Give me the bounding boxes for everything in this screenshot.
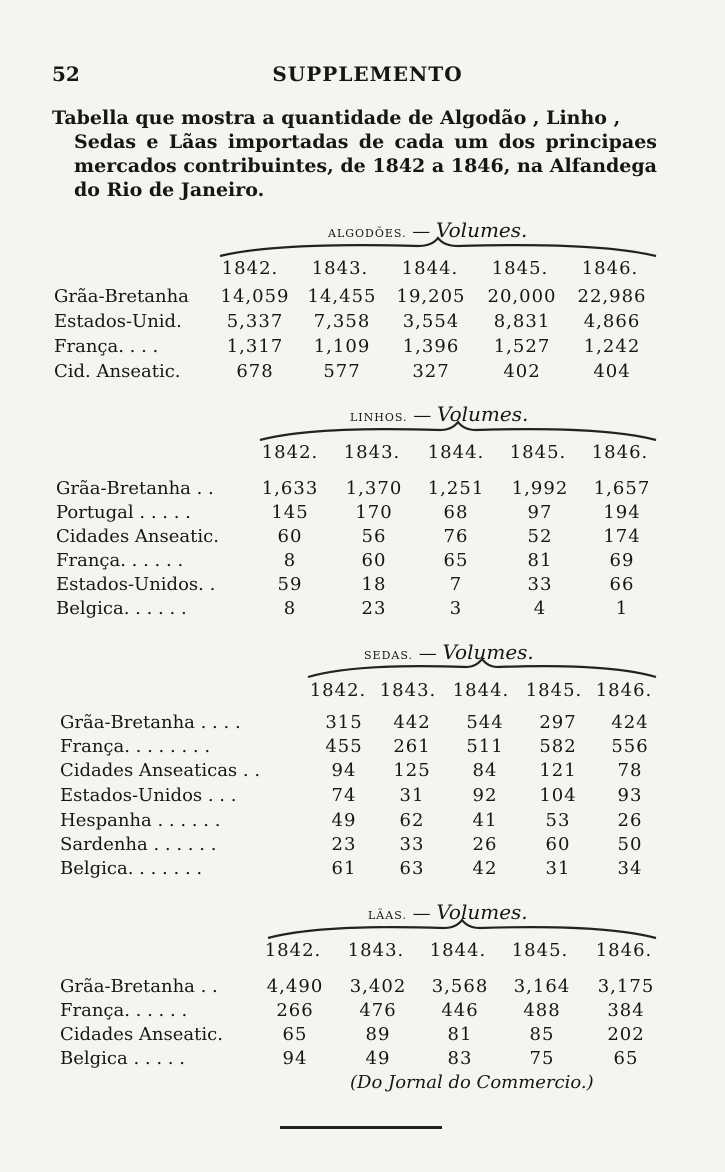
- cell-value: 74: [331, 785, 357, 806]
- row-label: Cidades Anseaticas . .: [60, 760, 261, 781]
- cell-value: 69: [609, 550, 635, 571]
- row-label: Cidades Anseatic.: [60, 1024, 223, 1045]
- cell-value: 84: [472, 760, 498, 781]
- cell-value: 22,986: [577, 286, 647, 307]
- cell-value: 3,568: [431, 976, 489, 997]
- cell-value: 49: [365, 1048, 391, 1069]
- cell-value: 4,490: [266, 976, 324, 997]
- cell-value: 476: [359, 1000, 397, 1021]
- table-row: [0, 1048, 725, 1072]
- cell-value: 174: [603, 526, 641, 547]
- cell-value: 33: [527, 574, 553, 595]
- section-unit: Volumes.: [437, 402, 529, 426]
- row-label: Belgica . . . . .: [60, 1048, 185, 1069]
- cell-value: 65: [443, 550, 469, 571]
- row-label: Sardenha . . . . . .: [60, 834, 217, 855]
- cell-value: 14,455: [307, 286, 377, 307]
- row-label: Estados-Unid.: [54, 311, 182, 332]
- cell-value: 42: [472, 858, 498, 879]
- cell-value: 81: [447, 1024, 473, 1045]
- cell-value: 52: [527, 526, 553, 547]
- year-header: 1843.: [379, 680, 437, 701]
- row-label: Belgica. . . . . . .: [60, 858, 203, 879]
- cell-value: 402: [503, 361, 541, 382]
- cell-value: 63: [399, 858, 425, 879]
- caption-first-line: Tabella que mostra a quantidade de Algodão , Linho ,: [52, 107, 621, 129]
- cell-value: 1,992: [511, 478, 569, 499]
- section-name: ALGODÕES.: [328, 227, 407, 240]
- row-label: Grãa-Bretanha: [54, 286, 189, 307]
- year-header: 1843.: [343, 442, 401, 463]
- row-label: Grãa-Bretanha . .: [60, 976, 218, 997]
- cell-value: 49: [331, 810, 357, 831]
- cell-value: 20,000: [487, 286, 557, 307]
- section-unit: Volumes.: [442, 640, 534, 664]
- table-row: [0, 574, 725, 598]
- cell-value: 76: [443, 526, 469, 547]
- table-caption: [52, 106, 657, 202]
- row-label: França. . . . . .: [56, 550, 184, 571]
- cell-value: 327: [412, 361, 450, 382]
- brace-decoration: [218, 236, 658, 258]
- table-row: [0, 361, 725, 385]
- cell-value: 26: [617, 810, 643, 831]
- cell-value: 8: [283, 550, 297, 571]
- cell-value: 104: [539, 785, 577, 806]
- cell-value: 7: [449, 574, 463, 595]
- table-row: [0, 598, 725, 622]
- year-header-row: [0, 442, 725, 466]
- table-row: [0, 834, 725, 858]
- table-row: [0, 478, 725, 502]
- cell-value: 544: [466, 712, 504, 733]
- cell-value: 3,164: [513, 976, 571, 997]
- year-header: 1845.: [509, 442, 567, 463]
- cell-value: 81: [527, 550, 553, 571]
- cell-value: 1,657: [593, 478, 651, 499]
- cell-value: 14,059: [220, 286, 290, 307]
- running-title: SUPPLEMENTO: [272, 62, 463, 86]
- row-label: Estados-Unidos . . .: [60, 785, 237, 806]
- table-row: [0, 785, 725, 809]
- row-label: Estados-Unidos. .: [56, 574, 216, 595]
- cell-value: 261: [393, 736, 431, 757]
- cell-value: 424: [611, 712, 649, 733]
- cell-value: 4: [533, 598, 547, 619]
- year-header: 1846.: [591, 442, 649, 463]
- year-header: 1843.: [311, 258, 369, 279]
- cell-value: 19,205: [396, 286, 466, 307]
- year-header: 1846.: [595, 680, 653, 701]
- row-label: Grãa-Bretanha . . . .: [60, 712, 241, 733]
- cell-value: 266: [276, 1000, 314, 1021]
- cell-value: 7,358: [313, 311, 371, 332]
- table-row: [0, 311, 725, 335]
- cell-value: 65: [282, 1024, 308, 1045]
- cell-value: 3,402: [349, 976, 407, 997]
- section-separator: —: [418, 643, 437, 664]
- cell-value: 83: [447, 1048, 473, 1069]
- cell-value: 60: [277, 526, 303, 547]
- cell-value: 556: [611, 736, 649, 757]
- cell-value: 61: [331, 858, 357, 879]
- cell-value: 455: [325, 736, 363, 757]
- table-row: [0, 286, 725, 310]
- cell-value: 85: [529, 1024, 555, 1045]
- cell-value: 89: [365, 1024, 391, 1045]
- cell-value: 1,317: [226, 336, 284, 357]
- brace-decoration: [306, 657, 658, 679]
- year-header-row: [0, 258, 725, 282]
- year-header: 1842.: [264, 940, 322, 961]
- closing-rule: [280, 1126, 442, 1129]
- section-name: LÃAS.: [368, 909, 407, 922]
- cell-value: 97: [527, 502, 553, 523]
- cell-value: 1: [615, 598, 629, 619]
- cell-value: 65: [613, 1048, 639, 1069]
- year-header-row: [0, 680, 725, 704]
- cell-value: 31: [545, 858, 571, 879]
- cell-value: 41: [472, 810, 498, 831]
- cell-value: 66: [609, 574, 635, 595]
- cell-value: 8,831: [493, 311, 551, 332]
- section-separator: —: [413, 405, 432, 426]
- cell-value: 170: [355, 502, 393, 523]
- row-label: Hespanha . . . . . .: [60, 810, 221, 831]
- caption-rest: Sedas e Lãas importadas de cada um dos principaes mercados contribuintes, de 1842 a 1846, na Alfandega do Rio de Janeiro.: [74, 131, 657, 201]
- year-header: 1844.: [429, 940, 487, 961]
- year-header: 1845.: [491, 258, 549, 279]
- year-header: 1842.: [221, 258, 279, 279]
- year-header: 1844.: [401, 258, 459, 279]
- table-row: [0, 502, 725, 526]
- row-label: Cid. Anseatic.: [54, 361, 181, 382]
- cell-value: 62: [399, 810, 425, 831]
- cell-value: 5,337: [226, 311, 284, 332]
- cell-value: 446: [441, 1000, 479, 1021]
- cell-value: 59: [277, 574, 303, 595]
- cell-value: 23: [361, 598, 387, 619]
- table-row: [0, 550, 725, 574]
- cell-value: 4,866: [583, 311, 641, 332]
- cell-value: 68: [443, 502, 469, 523]
- cell-value: 60: [545, 834, 571, 855]
- cell-value: 53: [545, 810, 571, 831]
- cell-value: 94: [282, 1048, 308, 1069]
- cell-value: 1,527: [493, 336, 551, 357]
- cell-value: 145: [271, 502, 309, 523]
- table-row: [0, 526, 725, 550]
- cell-value: 582: [539, 736, 577, 757]
- section-separator: —: [412, 221, 431, 242]
- cell-value: 1,109: [313, 336, 371, 357]
- cell-value: 442: [393, 712, 431, 733]
- cell-value: 315: [325, 712, 363, 733]
- cell-value: 297: [539, 712, 577, 733]
- table-row: [0, 976, 725, 1000]
- cell-value: 8: [283, 598, 297, 619]
- row-label: França. . . . . .: [60, 1000, 188, 1021]
- year-header: 1845.: [525, 680, 583, 701]
- cell-value: 34: [617, 858, 643, 879]
- table-row: [0, 736, 725, 760]
- cell-value: 1,633: [261, 478, 319, 499]
- table-row: [0, 1000, 725, 1024]
- cell-value: 511: [466, 736, 504, 757]
- page-number: 52: [52, 62, 80, 86]
- year-header: 1845.: [511, 940, 569, 961]
- cell-value: 404: [593, 361, 631, 382]
- brace-decoration: [266, 918, 658, 940]
- cell-value: 1,251: [427, 478, 485, 499]
- cell-value: 577: [323, 361, 361, 382]
- year-header: 1842.: [261, 442, 319, 463]
- cell-value: 60: [361, 550, 387, 571]
- cell-value: 50: [617, 834, 643, 855]
- table-row: [0, 1024, 725, 1048]
- year-header: 1846.: [595, 940, 653, 961]
- section-name: LINHOS.: [350, 411, 408, 424]
- cell-value: 92: [472, 785, 498, 806]
- row-label: França. . . .: [54, 336, 159, 357]
- table-row: [0, 760, 725, 784]
- cell-value: 94: [331, 760, 357, 781]
- section-separator: —: [412, 903, 431, 924]
- cell-value: 125: [393, 760, 431, 781]
- source-credit: (Do Jornal do Commercio.): [350, 1072, 594, 1093]
- section-name: SEDAS.: [364, 649, 413, 662]
- cell-value: 488: [523, 1000, 561, 1021]
- row-label: Portugal . . . . .: [56, 502, 191, 523]
- cell-value: 678: [236, 361, 274, 382]
- section-unit: Volumes.: [436, 218, 528, 242]
- cell-value: 3,554: [402, 311, 460, 332]
- cell-value: 18: [361, 574, 387, 595]
- cell-value: 202: [607, 1024, 645, 1045]
- cell-value: 33: [399, 834, 425, 855]
- cell-value: 56: [361, 526, 387, 547]
- cell-value: 75: [529, 1048, 555, 1069]
- year-header-row: [0, 940, 725, 964]
- table-row: [0, 712, 725, 736]
- cell-value: 1,396: [402, 336, 460, 357]
- cell-value: 1,370: [345, 478, 403, 499]
- cell-value: 26: [472, 834, 498, 855]
- row-label: Belgica. . . . . .: [56, 598, 187, 619]
- row-label: Cidades Anseatic.: [56, 526, 219, 547]
- row-label: França. . . . . . . .: [60, 736, 211, 757]
- row-label: Grãa-Bretanha . .: [56, 478, 214, 499]
- year-header: 1844.: [427, 442, 485, 463]
- table-row: [0, 810, 725, 834]
- cell-value: 93: [617, 785, 643, 806]
- cell-value: 384: [607, 1000, 645, 1021]
- cell-value: 3: [449, 598, 463, 619]
- brace-decoration: [258, 420, 658, 442]
- cell-value: 121: [539, 760, 577, 781]
- cell-value: 23: [331, 834, 357, 855]
- cell-value: 3,175: [597, 976, 655, 997]
- cell-value: 1,242: [583, 336, 641, 357]
- section-unit: Volumes.: [436, 900, 528, 924]
- cell-value: 31: [399, 785, 425, 806]
- table-row: [0, 336, 725, 360]
- year-header: 1842.: [309, 680, 367, 701]
- year-header: 1844.: [452, 680, 510, 701]
- year-header: 1846.: [581, 258, 639, 279]
- year-header: 1843.: [347, 940, 405, 961]
- cell-value: 78: [617, 760, 643, 781]
- cell-value: 194: [603, 502, 641, 523]
- table-row: [0, 858, 725, 882]
